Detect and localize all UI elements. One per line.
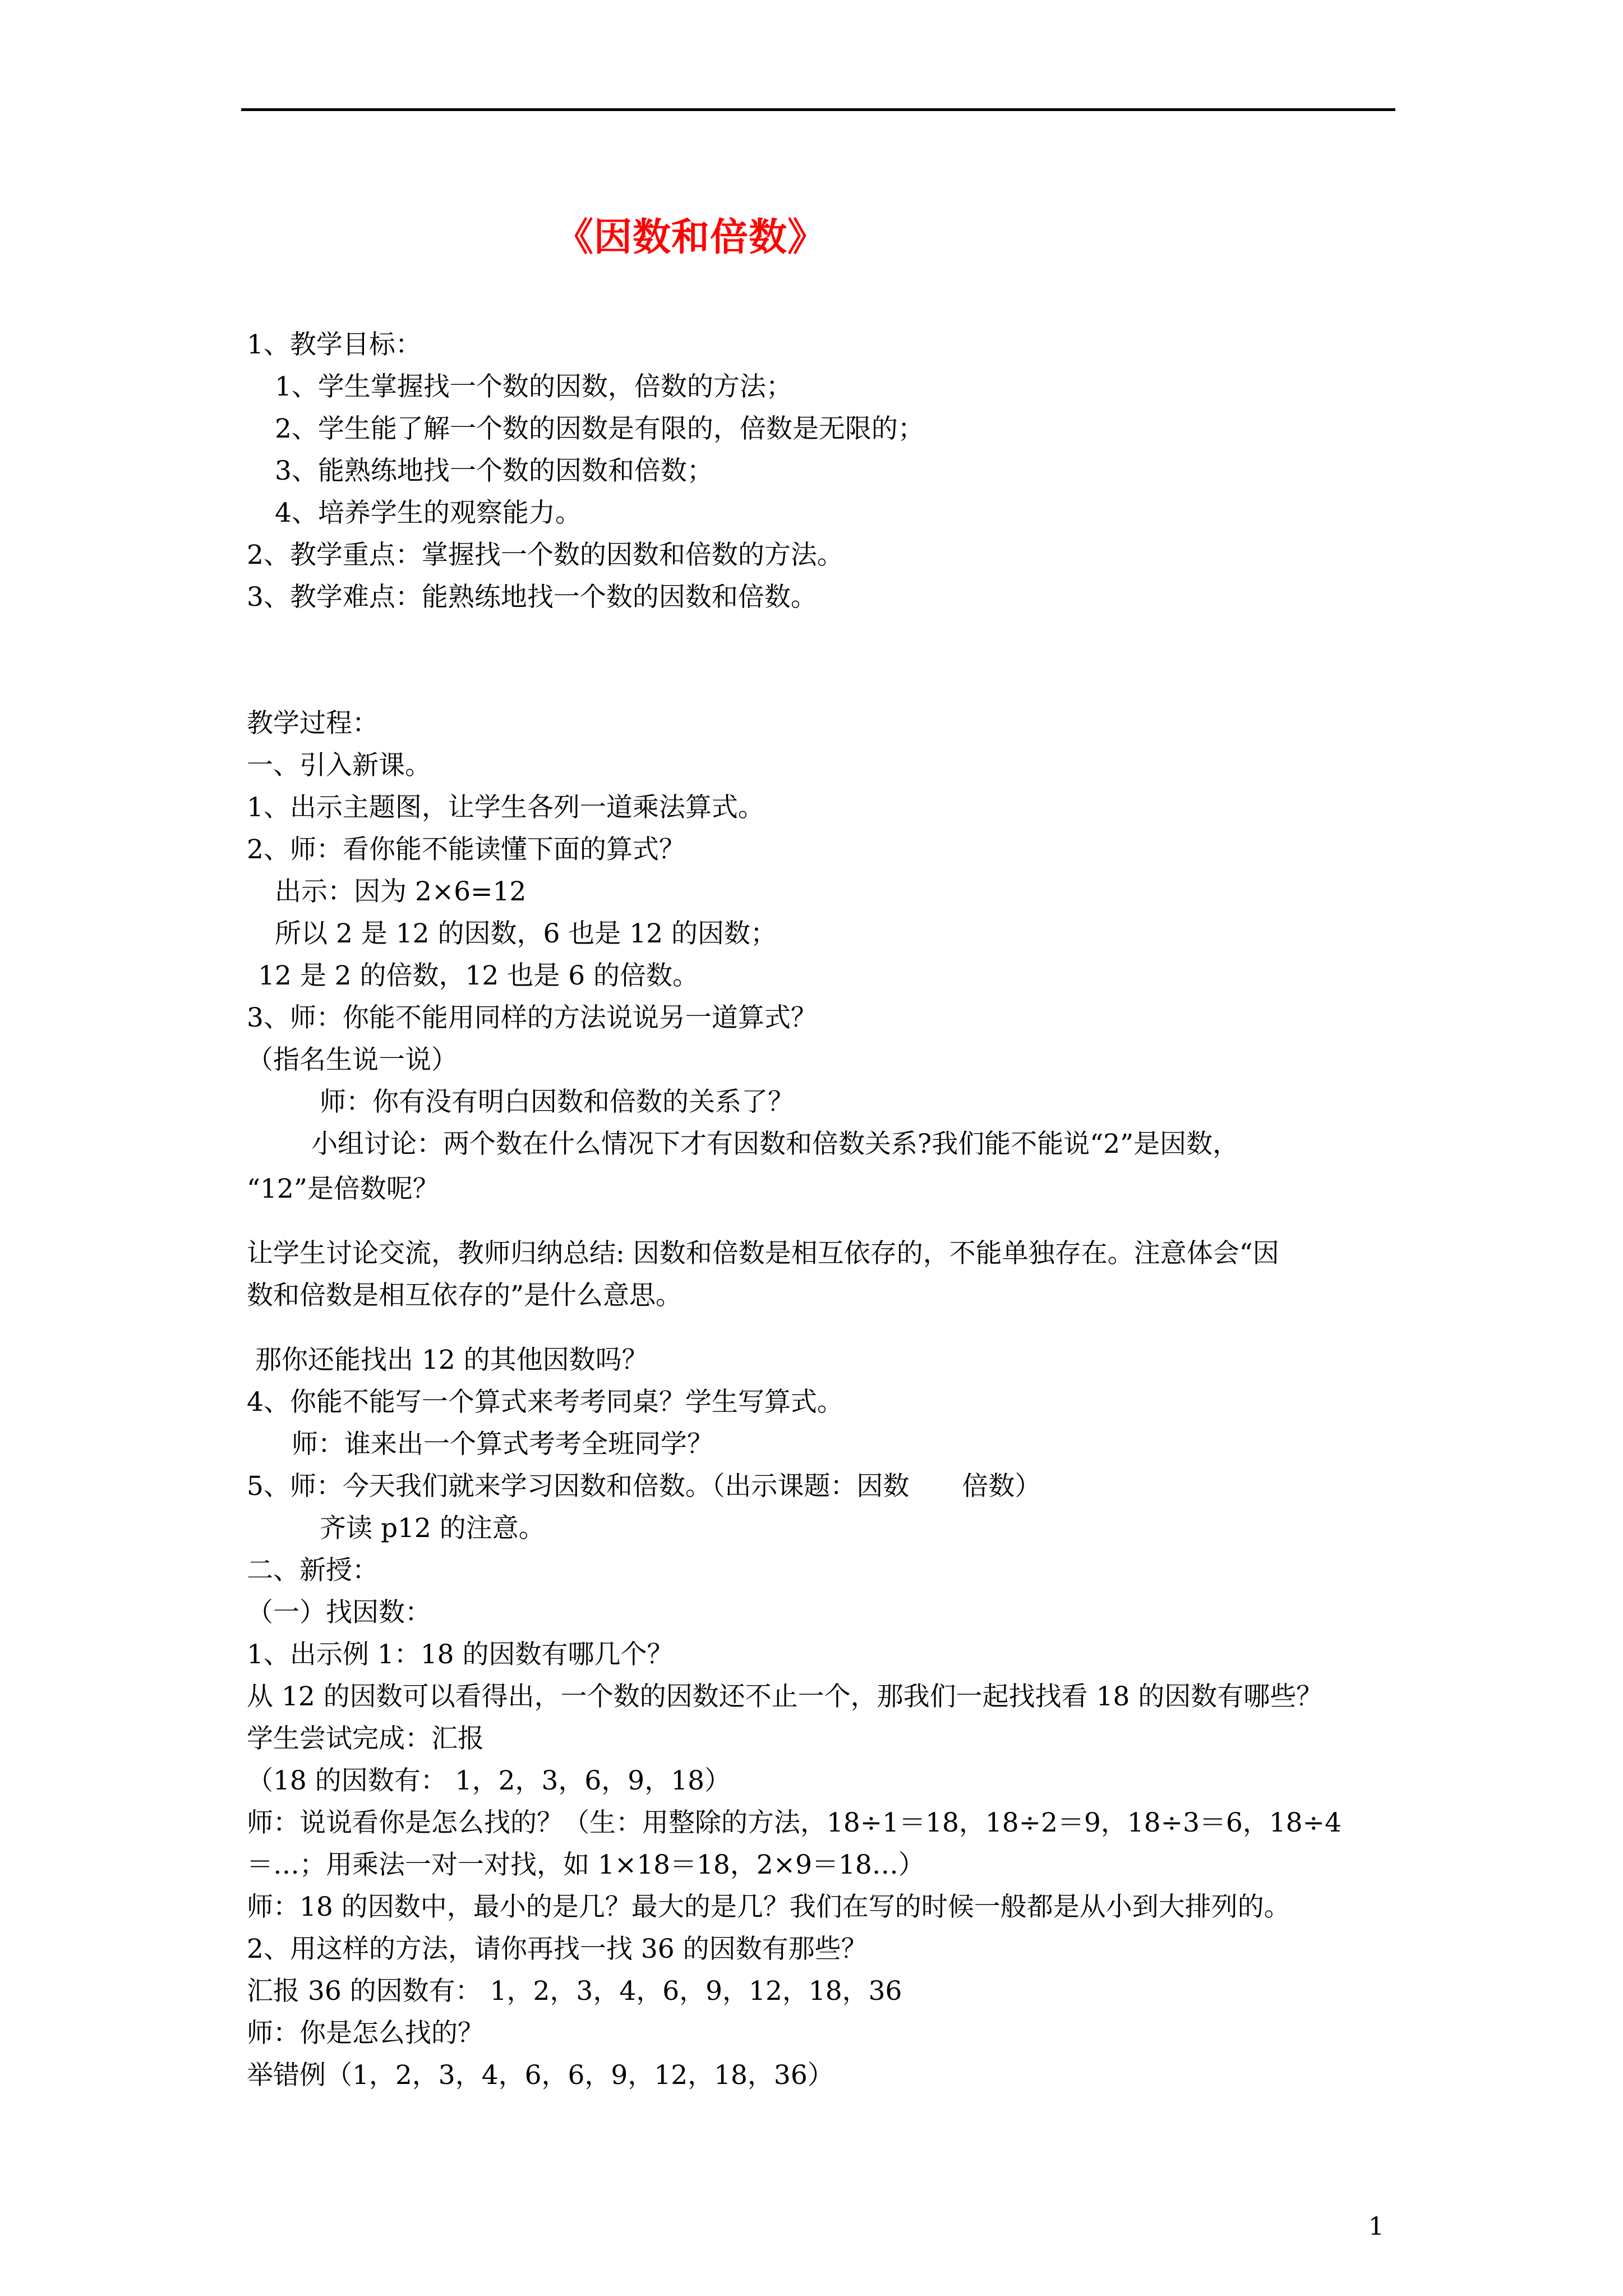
text-line: 师：说说看你是怎么找的？（生：用整除的方法，18÷1＝18，18÷2＝9，18÷3＝6，18÷4 <box>247 1807 1341 1838</box>
text-line: 2、教学重点：掌握找一个数的因数和倍数的方法。 <box>247 540 843 570</box>
text-line: 出示：因为 2×6=12 <box>275 876 527 907</box>
text-line: 举错例（1，2，3，4，6，6，9，12，18，36） <box>247 2060 834 2091</box>
text-line: 2、师：看你能不能读懂下面的算式？ <box>247 834 685 865</box>
text-line: 2、学生能了解一个数的因数是有限的，倍数是无限的； <box>275 413 924 444</box>
text-line: （18 的因数有： 1，2，3，6，9，18） <box>247 1765 731 1796</box>
text-line: 汇报 36 的因数有： 1，2，3，4，6，9，12，18，36 <box>247 1976 902 2007</box>
text-line: 3、教学难点：能熟练地找一个数的因数和倍数。 <box>247 582 817 613</box>
text-line: 师：谁来出一个算式考考全班同学？ <box>292 1429 713 1460</box>
text-line: 所以 2 是 12 的因数，6 也是 12 的因数； <box>275 918 777 949</box>
text-line: 3、师：你能不能用同样的方法说说另一道算式？ <box>247 1002 817 1033</box>
text-line: 那你还能找出 12 的其他因数吗？ <box>255 1345 648 1375</box>
text-line: 齐读 p12 的注意。 <box>320 1513 545 1544</box>
text-line: 师：你有没有明白因数和倍数的关系了？ <box>320 1087 794 1117</box>
text-line: （一）找因数： <box>247 1597 431 1628</box>
text-line: 4、你能不能写一个算式来考考同桌？学生写算式。 <box>247 1387 843 1418</box>
text-line: ＝…；用乘法一对一对找，如 1×18＝18，2×9＝18…） <box>247 1849 925 1880</box>
text-line: 小组讨论：两个数在什么情况下才有因数和倍数关系?我们能不能说“2”是因数， <box>311 1129 1239 1159</box>
text-line: 让学生讨论交流，教师归纳总结: 因数和倍数是相互依存的，不能单独存在。注意体会“因 <box>247 1238 1279 1269</box>
document-title: 《因数和倍数》 <box>555 215 827 260</box>
page-number: 1 <box>1368 2212 1384 2241</box>
text-line: 学生尝试完成：汇报 <box>247 1723 484 1754</box>
text-line: 师：18 的因数中，最小的是几？最大的是几？我们在写的时候一般都是从小到大排列的。 <box>247 1892 1290 1922</box>
text-line: （指名生说一说） <box>247 1045 458 1075</box>
text-line: 2、用这样的方法，请你再找一找 36 的因数有那些？ <box>247 1934 868 1964</box>
header-rule <box>241 108 1395 111</box>
text-line: 一、引入新课。 <box>247 750 431 781</box>
text-line: 1、教学目标： <box>247 329 422 360</box>
text-line: “12”是倍数呢？ <box>247 1174 439 1204</box>
text-line: 12 是 2 的倍数，12 也是 6 的倍数。 <box>258 960 699 991</box>
text-line: 1、学生掌握找一个数的因数，倍数的方法； <box>275 371 792 402</box>
text-line: 3、能熟练地找一个数的因数和倍数； <box>275 455 713 486</box>
text-line: 1、出示主题图，让学生各列一道乘法算式。 <box>247 792 764 823</box>
text-line: 1、出示例 1：18 的因数有哪几个？ <box>247 1639 674 1670</box>
text-line: 数和倍数是相互依存的”是什么意思。 <box>247 1280 683 1311</box>
text-line: 5、师：今天我们就来学习因数和倍数。（出示课题：因数 倍数） <box>247 1471 1041 1502</box>
text-line: 从 12 的因数可以看得出，一个数的因数还不止一个，那我们一起找找看 18 的因数有哪些？ <box>247 1681 1323 1712</box>
text-line: 师：你是怎么找的？ <box>247 2018 484 2049</box>
text-line: 二、新授： <box>247 1555 379 1586</box>
text-line: 4、培养学生的观察能力。 <box>275 498 582 528</box>
text-line: 教学过程： <box>247 708 379 739</box>
